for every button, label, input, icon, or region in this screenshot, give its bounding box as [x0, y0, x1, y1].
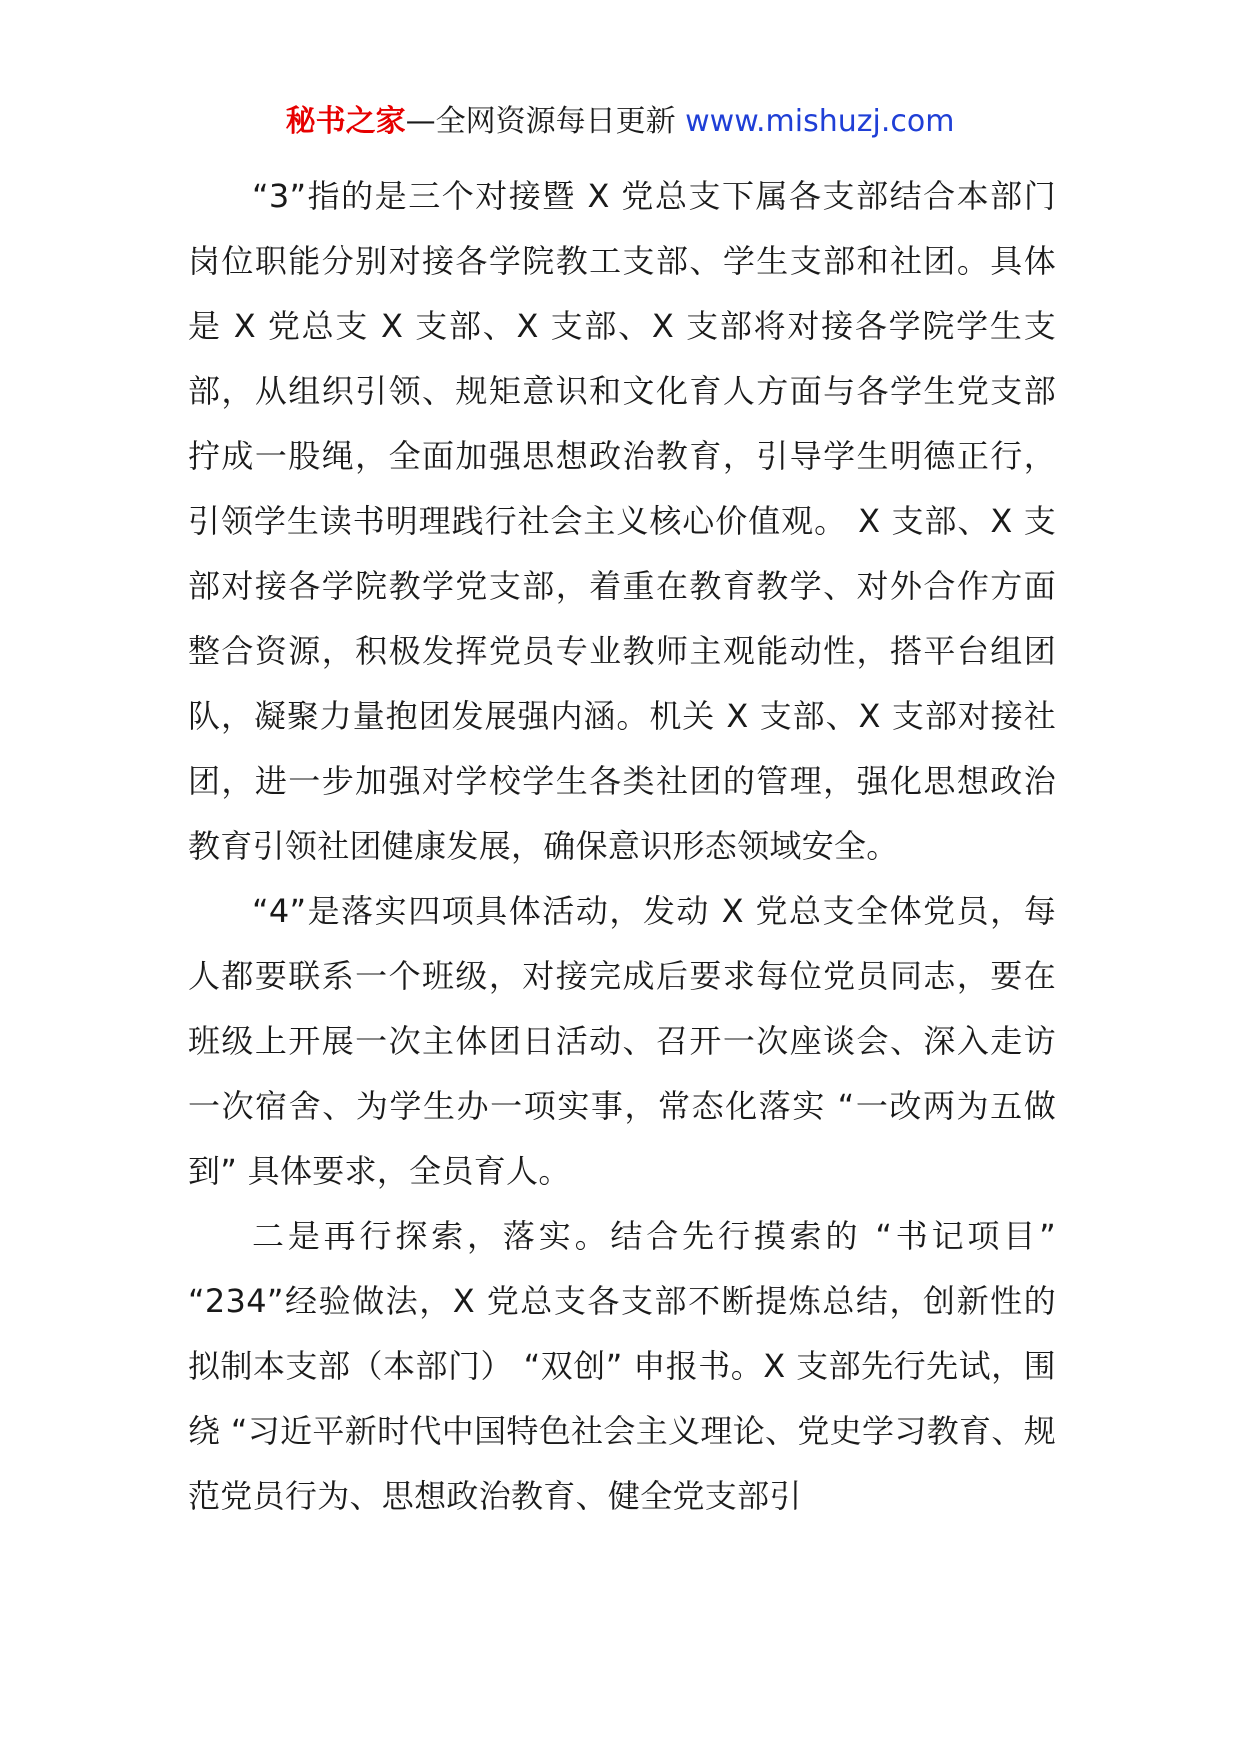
paragraph: “4”是落实四项具体活动，发动 X 党总支全体党员，每人都要联系一个班级，对接完成后要求每位党员同志，要在班级上开展一次主体团日活动、召开一次座谈会、深入走访一次宿舍、为学生办一项实事，常态化落实 “一改两为五做到” 具体要求，全员育人。 [188, 892, 1056, 1190]
site-slogan: —全网资源每日更新 [405, 104, 686, 139]
site-url-link[interactable]: www.mishuzj.com [685, 104, 955, 139]
paragraph: 二是再行探索，落实。结合先行摸索的 “书记项目” “234”经验做法，X 党总支各支部不断提炼总结，创新性的拟制本支部（本部门） “双创” 申报书。X 支部先行先试，围绕 “习近平新时代中国特色社会主义理论、党史学习教育、规范党员行为、思想政治教育、健全党支部引 [188, 1217, 1056, 1515]
document-body [188, 164, 1056, 1529]
site-brand: 秘书之家 [285, 104, 406, 139]
site-header [0, 102, 1240, 142]
paragraph: “3”指的是三个对接暨 X 党总支下属各支部结合本部门岗位职能分别对接各学院教工支部、学生支部和社团。具体是 X 党总支 X 支部、X 支部、X 支部将对接各学院学生支部，从组织引领、规矩意识和文化育人方面与各学生党支部拧成一股绳，全面加强思想政治教育，引导学生明德正行，引领学生读书明理践行社会主义核心价值观。 X 支部、X 支部对接各学院教学党支部，着重在教育教学、对外合作方面整合资源，积极发挥党员专业教师主观能动性，搭平台组团队，凝聚力量抱团发展强内涵。机关 X 支部、X 支部对接社团，进一步加强对学校学生各类社团的管理，强化思想政治教育引领社团健康发展，确保意识形态领域安全。 [188, 177, 1056, 865]
